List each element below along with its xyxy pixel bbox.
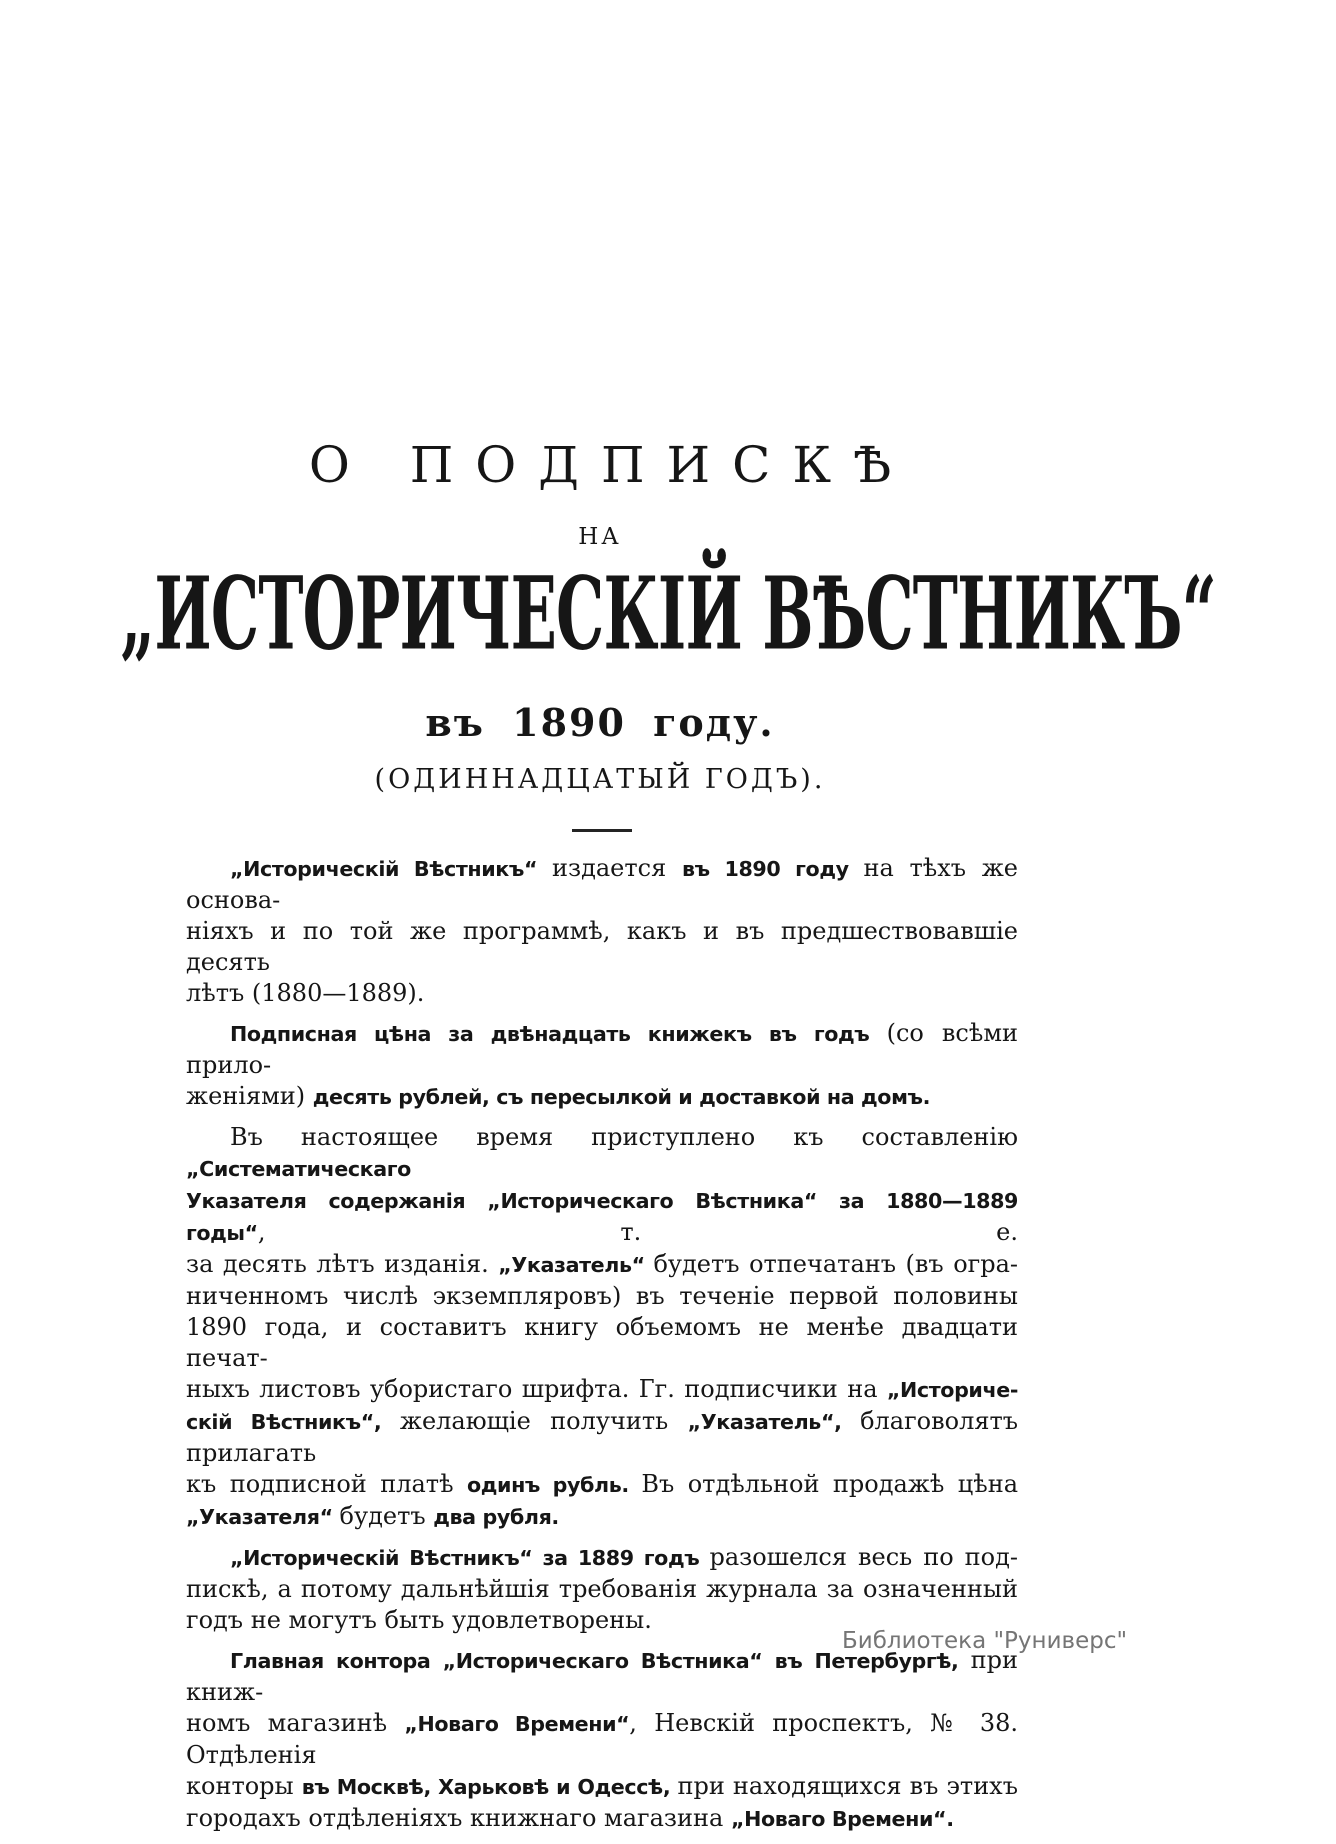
text-run: десять рублей, съ пересылкой и доставкой на домъ. bbox=[312, 1085, 931, 1109]
text-run: Указателя содержанія „Историческаго Вѣстника“ за 1880—1889 годы“ bbox=[186, 1189, 1018, 1245]
paragraph bbox=[186, 1542, 1018, 1636]
text-run: разошелся весь по под- bbox=[709, 1543, 1018, 1571]
paragraph bbox=[186, 1645, 1018, 1835]
text-line bbox=[186, 1081, 1018, 1113]
text-run: „Систематическаго bbox=[186, 1157, 411, 1181]
text-run: при находящихся въ этихъ bbox=[677, 1772, 1018, 1800]
text-run: , т. е. bbox=[257, 1218, 1018, 1246]
text-line bbox=[186, 1018, 1018, 1081]
paragraph bbox=[186, 1018, 1018, 1113]
text-run: „Указатель“, bbox=[687, 1410, 861, 1434]
text-line bbox=[186, 1185, 1018, 1249]
text-run: будетъ отпечатанъ (въ огра- bbox=[653, 1250, 1018, 1278]
body-text bbox=[186, 853, 1018, 1844]
text-line bbox=[186, 1406, 1018, 1469]
text-run: при книж- bbox=[186, 1646, 1018, 1706]
text-run: пискѣ, а потому дальнѣйшія требованія журнала за означенный bbox=[186, 1575, 1018, 1603]
text-run: благоволятъ прилагать bbox=[186, 1407, 1018, 1467]
text-run: къ подписной платѣ bbox=[186, 1470, 467, 1498]
page-title: О ПОДПИСКѢ bbox=[308, 436, 914, 494]
year-line: въ 1890 году. bbox=[425, 700, 775, 745]
journal-masthead: „ИСТОРИЧЕСКІЙ ВѢСТНИКЪ“ bbox=[120, 556, 1216, 673]
text-run: Главная контора „Историческаго Вѣстника“ въ Петербургѣ, bbox=[230, 1649, 971, 1673]
masthead-wrap bbox=[0, 556, 1216, 673]
text-line bbox=[186, 1501, 1018, 1533]
text-line bbox=[186, 853, 1018, 916]
text-run: лѣтъ (1880—1889). bbox=[186, 979, 425, 1007]
text-run: Въ отдѣльной продажѣ цѣна bbox=[641, 1470, 1018, 1498]
text-run: 1890 года, и составитъ книгу объемомъ не менѣе двадцати печат- bbox=[186, 1313, 1018, 1372]
text-line bbox=[186, 1374, 1018, 1406]
text-run: женіями) bbox=[186, 1082, 313, 1110]
text-run: (со всѣми прило- bbox=[186, 1019, 1018, 1079]
text-run: на тѣхъ же основа- bbox=[186, 854, 1018, 914]
text-line bbox=[186, 1708, 1018, 1771]
text-run: „Историческій Вѣстникъ“ за 1889 годъ bbox=[230, 1546, 710, 1570]
paragraph bbox=[186, 1122, 1018, 1533]
edition-subtitle: (ОДИННАДЦАТЫЙ ГОДЪ). bbox=[374, 764, 826, 795]
text-line bbox=[186, 1645, 1018, 1708]
text-line bbox=[186, 1771, 1018, 1803]
text-run: „Указатель“ bbox=[498, 1253, 654, 1277]
text-line bbox=[186, 1542, 1018, 1574]
text-run: будетъ bbox=[339, 1502, 434, 1530]
text-run: желающіе получить bbox=[399, 1407, 688, 1435]
text-run: за десять лѣтъ изданія. bbox=[186, 1250, 499, 1278]
text-run: ниченномъ числѣ экземпляровъ) въ теченіе первой половины bbox=[186, 1282, 1018, 1310]
library-watermark: Библиотека "Руниверс" bbox=[842, 1628, 1128, 1654]
text-run: „Указателя“ bbox=[186, 1505, 340, 1529]
text-run: два рубля. bbox=[433, 1505, 559, 1529]
text-line bbox=[186, 1469, 1018, 1501]
text-line bbox=[186, 1803, 1018, 1835]
text-run: номъ магазинѣ bbox=[186, 1709, 405, 1737]
text-line bbox=[186, 916, 1018, 978]
text-run: въ Москвѣ, Харьковѣ и Одессѣ, bbox=[301, 1775, 678, 1799]
section-divider bbox=[572, 829, 632, 832]
text-line bbox=[186, 1312, 1018, 1374]
text-run: , Невскій проспектъ, № 38. Отдѣленія bbox=[186, 1709, 1018, 1769]
text-run: ныхъ листовъ убористаго шрифта. Гг. подписчики на bbox=[186, 1375, 887, 1403]
text-run: „Новаго Времени“. bbox=[730, 1807, 954, 1831]
text-run: скій Вѣстникъ“, bbox=[186, 1410, 400, 1434]
text-run: въ 1890 году bbox=[681, 857, 864, 881]
text-run: „Историче- bbox=[886, 1378, 1018, 1402]
text-line bbox=[186, 1281, 1018, 1312]
preposition-line: НА bbox=[578, 524, 622, 550]
text-run: Въ настоящее время приступлено къ составленію bbox=[230, 1123, 1018, 1151]
text-line bbox=[186, 1122, 1018, 1185]
text-line bbox=[186, 1249, 1018, 1281]
text-run: издается bbox=[552, 854, 682, 882]
text-run: одинъ рубль. bbox=[466, 1473, 642, 1497]
text-run: „Новаго Времени“ bbox=[404, 1712, 630, 1736]
paragraph bbox=[186, 853, 1018, 1009]
text-run: ніяхъ и по той же программѣ, какъ и въ предшествовавшіе десять bbox=[186, 917, 1018, 976]
text-run: конторы bbox=[186, 1772, 302, 1800]
text-run: годъ не могутъ быть удовлетворены. bbox=[186, 1606, 652, 1634]
text-run: „Историческій Вѣстникъ“ bbox=[230, 857, 552, 881]
text-run: Подписная цѣна за двѣнадцать книжекъ въ годъ bbox=[230, 1022, 887, 1046]
text-run: городахъ отдѣленіяхъ книжнаго магазина bbox=[186, 1804, 731, 1832]
text-line bbox=[186, 978, 1018, 1009]
text-line bbox=[186, 1574, 1018, 1605]
